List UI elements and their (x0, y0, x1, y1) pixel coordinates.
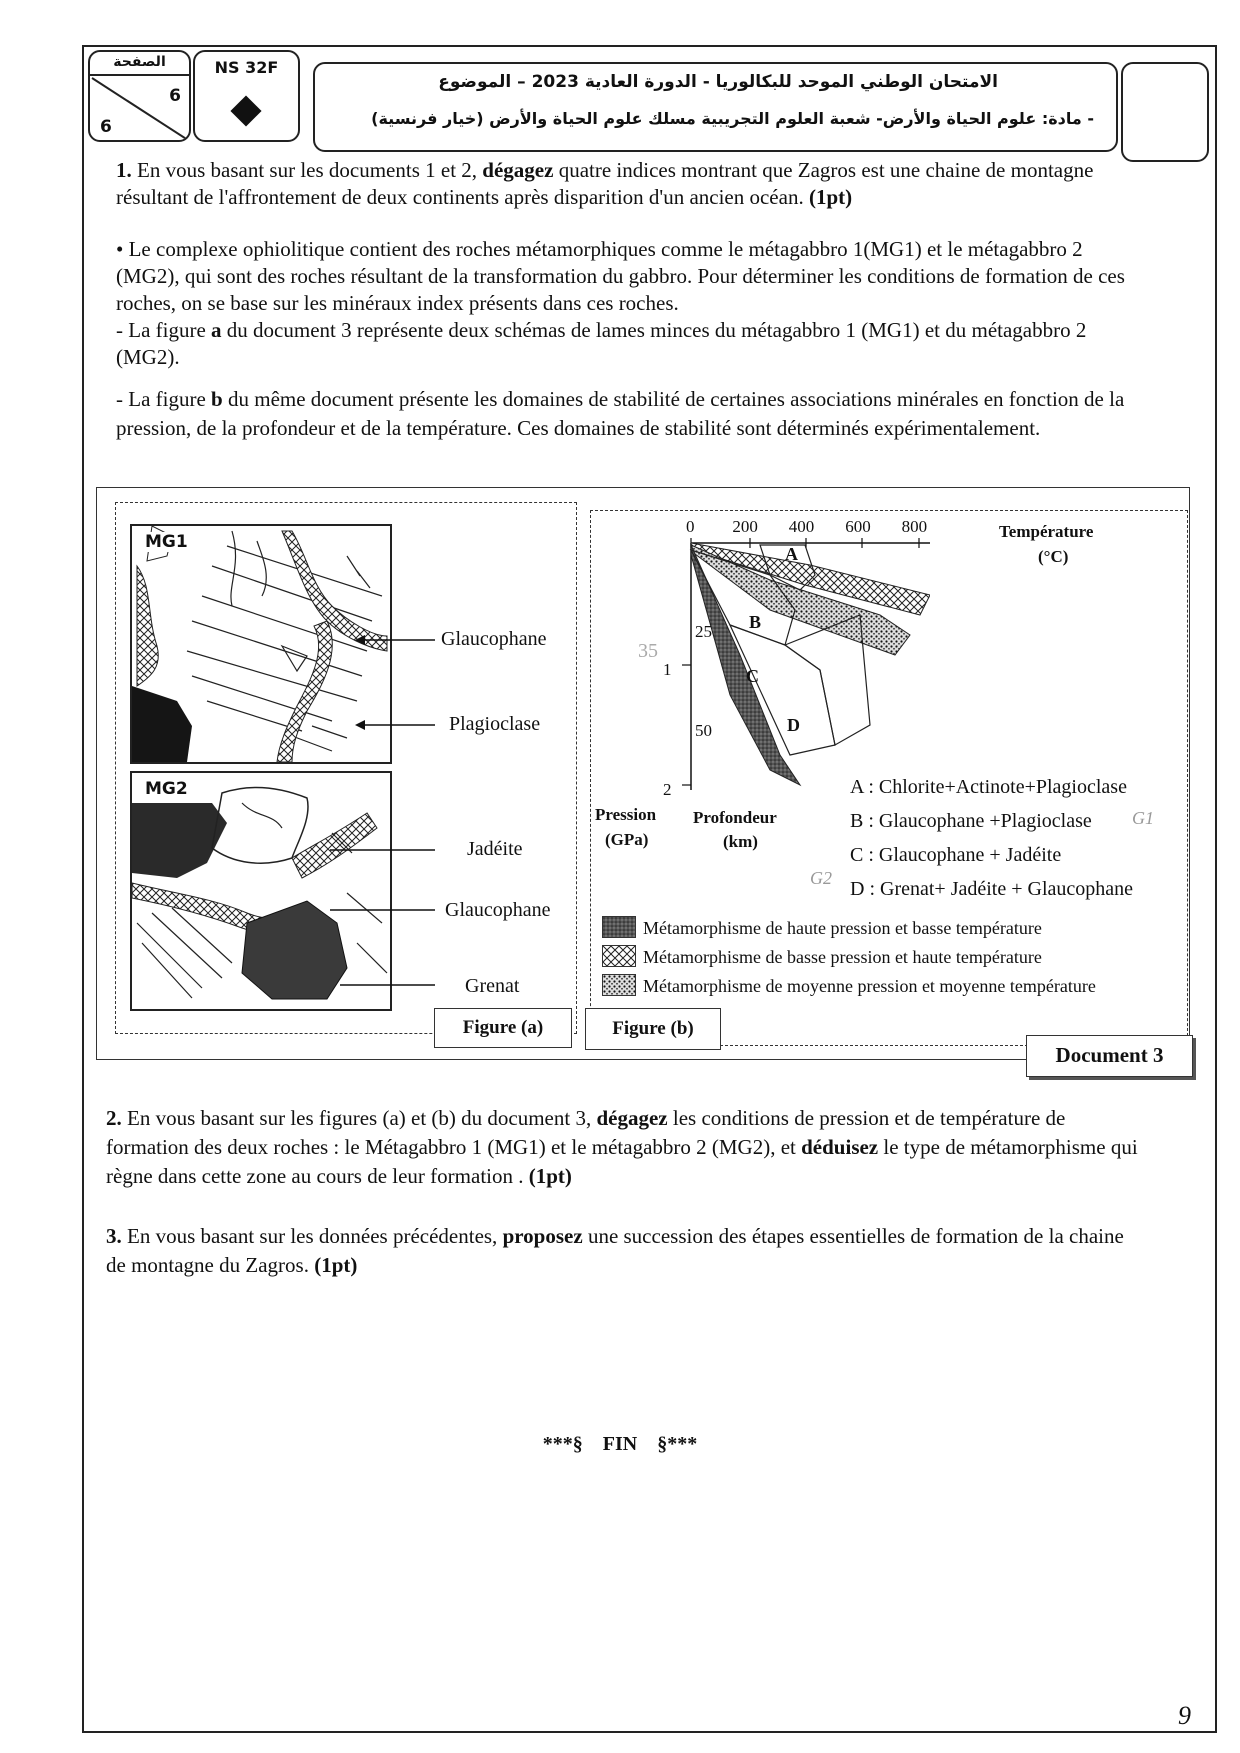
context-fig-b: - La figure b du même document présente les domaines de stabilité de certaines associations minérales en fonction de la pression, de la profondeur et de la température. Ces domaines de stabilité sont déterminés expérimentalement. (116, 387, 1125, 440)
end-marker: ***§ FIN §*** (542, 1433, 698, 1455)
handwritten-note: 35 (638, 640, 658, 662)
temperature-unit: (°C) (1038, 547, 1069, 566)
field-letter-D: D (787, 715, 800, 735)
temperature-tick-600: 600 (845, 517, 871, 536)
context-fig-a: - La figure a du document 3 représente deux schémas de lames minces du métagabbro 1 (MG1) et du métagabbro 2 (MG2). (116, 318, 1087, 369)
handwritten-g1: G1 (1132, 808, 1154, 828)
pressure-title: Pression (595, 805, 657, 824)
legend-medium-pressure: Métamorphisme de moyenne pression et moyenne température (643, 976, 1096, 996)
exam-code-box (193, 50, 300, 142)
temperature-tick-200: 200 (732, 517, 758, 536)
page-number: 6 (169, 86, 181, 106)
pressure-tick-1: 1 (663, 660, 672, 679)
figure-b-label: Figure (b) (585, 1008, 721, 1050)
question-1: 1. En vous basant sur les documents 1 et 2, dégagez quatre indices montrant que Zagros est une chaine de montagne résultant de l'affrontement de deux continents après disparition d'un ancien océan. (1pt) (116, 158, 1094, 209)
depth-tick-25: 25 (695, 622, 712, 641)
header-side-box (1121, 62, 1209, 162)
page-number-box (88, 50, 191, 142)
callout-grenat: Grenat (465, 975, 520, 997)
callout-glaucophane-mg1: Glaucophane (441, 628, 547, 650)
callout-glaucophane-mg2: Glaucophane (445, 899, 551, 921)
depth-title: Profondeur (693, 808, 777, 827)
diamond-icon (230, 95, 261, 126)
field-b-legend: B : Glaucophane +Plagioclase (850, 810, 1092, 832)
mg1-label: MG1 (142, 532, 191, 552)
temperature-tick-400: 400 (788, 517, 815, 536)
depth-unit: (km) (723, 832, 758, 851)
temperature-tick-800: 800 (901, 517, 928, 536)
title-box (313, 62, 1118, 152)
page-total: 6 (100, 117, 112, 137)
exam-title: الامتحان الوطني الموحد للبكالوريا - الدورة العادية 2023 – الموضوع (438, 72, 998, 92)
legend-swatch-dots (602, 974, 636, 996)
document-3-label: Document 3 (1026, 1035, 1193, 1077)
field-c-legend: C : Glaucophane + Jadéite (850, 844, 1062, 866)
pressure-unit: (GPa) (605, 830, 649, 849)
question-2: 2. En vous basant sur les figures (a) et (b) du document 3, dégagez les conditions de pression et de température de formation des deux roches : le Métagabbro 1 (MG1) et le métagabbro 2 (MG2), et déduisez le type de métamorphisme qui règne dans cette zone au cours de leur formation . (1pt) (106, 1106, 1138, 1188)
stability-diagram (630, 515, 930, 795)
page-label: الصفحة (90, 52, 189, 76)
legend-swatch-dark (602, 916, 636, 938)
field-letter-B: B (749, 612, 762, 632)
field-letter-C: C (746, 666, 759, 686)
question-3: 3. En vous basant sur les données précédentes, proposez une succession des étapes essentielles de formation de la chaine de montagne du Zagros. (1pt) (106, 1224, 1124, 1277)
field-d-legend: D : Grenat+ Jadéite + Glaucophane (850, 878, 1134, 900)
handwritten-page-mark: 9 (1178, 1701, 1191, 1730)
callout-plagioclase: Plagioclase (449, 713, 541, 735)
pressure-tick-2: 2 (663, 780, 672, 799)
field-a-legend: A : Chlorite+Actinote+Plagioclase (850, 776, 1127, 798)
mg2-label: MG2 (142, 779, 191, 799)
field-letter-A: A (785, 544, 798, 564)
temperature-tick-0: 0 (686, 517, 695, 536)
exam-subject: - مادة: علوم الحياة والأرض- شعبة العلوم التجريبية مسلك علوم الحياة والأرض (خيار فرنسية) (371, 109, 1094, 128)
legend-high-pressure: Métamorphisme de haute pression et basse température (643, 918, 1042, 938)
exam-code: NS 32F (214, 58, 279, 77)
temperature-title: Température (999, 522, 1094, 541)
figure-a-label: Figure (a) (434, 1008, 572, 1048)
callout-jadeite: Jadéite (467, 838, 523, 860)
context-bullet: • Le complexe ophiolitique contient des roches métamorphiques comme le métagabbro 1(MG1) et le métagabbro 2 (MG2), qui sont des roches résultant de la transformation du gabbro. Pour déterminer les conditions de formation de ces roches, on se base sur les minéraux index présents dans ces roches. (116, 237, 1125, 315)
legend-swatch-cross (602, 945, 636, 967)
handwritten-g2: G2 (810, 868, 832, 888)
depth-tick-50: 50 (695, 721, 712, 740)
legend-low-pressure: Métamorphisme de basse pression et haute température (643, 947, 1042, 967)
figure-a-callout-lines (330, 520, 570, 1080)
